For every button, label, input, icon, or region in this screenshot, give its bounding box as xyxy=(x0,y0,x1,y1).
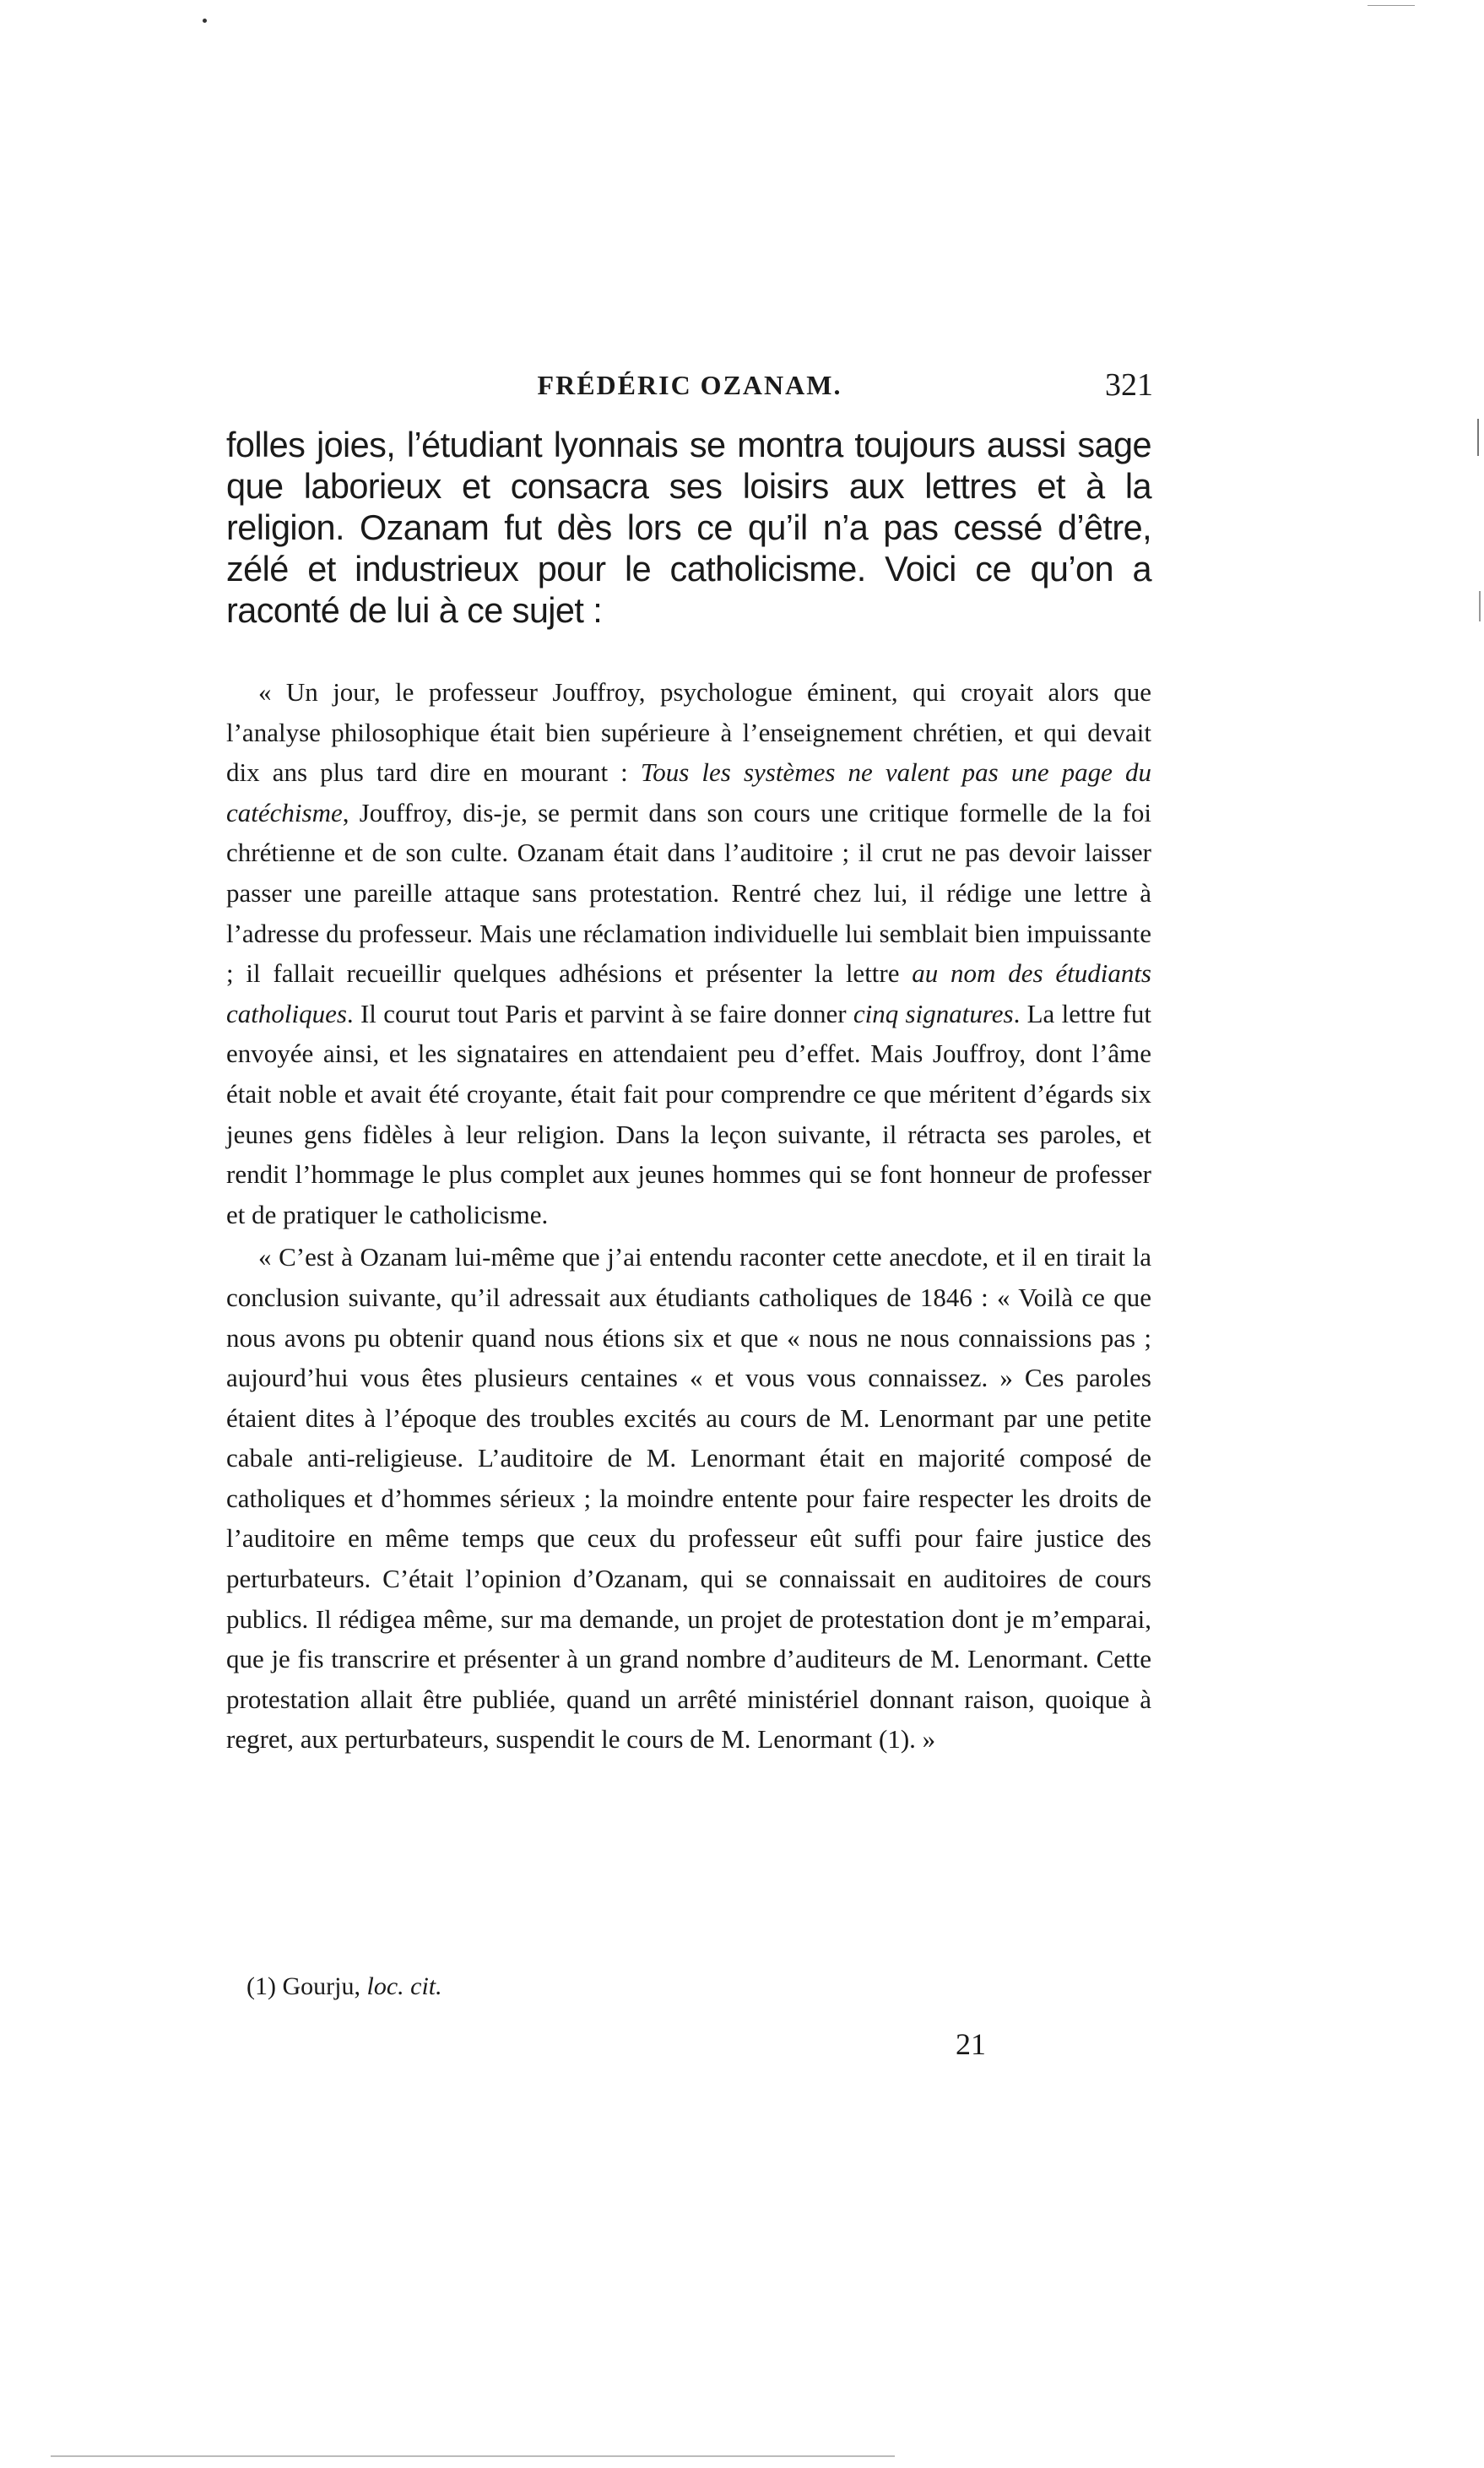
quote-text: . Il courut tout Paris et parvint à se faire donner xyxy=(346,998,853,1028)
footnote-italic: loc. cit. xyxy=(366,1972,442,2000)
margin-mark xyxy=(1477,419,1479,456)
running-header xyxy=(226,367,1153,420)
quote-italic-text: Tous les systèmes ne valent pas une page du catéchisme xyxy=(226,757,1152,827)
quoted-passage xyxy=(226,672,1151,1760)
quote-text: « Un jour, le professeur Jouffroy, psychologue éminent, qui croyait alors que l’analyse philosophique était bien supérieure à l’enseignement chrétien, et qui devait dix ans plus tard dire en mourant : xyxy=(226,677,1151,788)
page-number: 321 xyxy=(1105,367,1153,403)
quote-text: . La lettre fut envoyée ainsi, et les signataires en attendaient peu d’effet. Mais Jouffroy, dont l’âme était noble et avait été croyante, était fait pour comprendre ce que méritent d’égards six jeunes gens fidèles à leur religion. Dans la leçon suivante, il rétracta ses paroles, et rendit l’hommage le plus complet aux jeunes hommes qui se font honneur de professer et de pratiquer le catholicisme. xyxy=(226,998,1152,1229)
quote-paragraph-2: « C’est à Ozanam lui-même que j’ai entendu raconter cette anecdote, et il en tirait la conclusion suivante, qu’il adressait aux étudiants catholiques de 1846 : « Voilà ce que nous avons pu obtenir quand nous étions six et que « nous ne nous connaissions pas ; aujourd’hui vous êtes plusieurs centaines « et vous vous connaissez. » Ces paroles étaient dites à l’époque des troubles excités au cours de M. Lenormant par une petite cabale anti-religieuse. L’auditoire de M. Lenormant était en majorité composé de catholiques et d’hommes sérieux ; la moindre entente pour faire respecter les droits de l’auditoire en même temps que ceux du professeur eût suffi pour faire justice des perturbateurs. C’était l’opinion d’Ozanam, qui se connaissait en auditoires de cours publics. Il rédigea même, sur ma demande, un projet de protestation dont je m’emparai, que je fis transcrire et présenter à un grand nombre d’auditeurs de M. Lenormant. Cette protestation allait être publiée, quand un arrêté ministériel donnant raison, quoique à regret, aux perturbateurs, suspendit le cours de M. Lenormant (1). » xyxy=(226,1242,1151,1755)
ink-speck xyxy=(203,19,207,23)
quote-italic-text: au nom des étudiants catholiques xyxy=(226,958,1151,1028)
quote-paragraph-1 xyxy=(226,672,1151,1234)
intro-text: folles joies, l’étudiant lyonnais se montra toujours aussi sage que laborieux et consacra ses loisirs aux lettres et à la religion. Ozanam fut dès lors ce qu’il n’a pas cessé d’être, zélé et industrieux pour le catholicisme. Voici ce qu’on a raconté de lui à ce sujet : xyxy=(226,425,1151,630)
signature-mark: 21 xyxy=(956,2027,986,2061)
footnote-text: (1) Gourju, xyxy=(246,1972,367,2000)
footnote xyxy=(246,1972,442,2001)
quote-italic-text: cinq signatures xyxy=(853,998,1014,1028)
top-edge-line xyxy=(1368,5,1415,6)
bottom-edge-line xyxy=(51,2455,895,2457)
quote-text: , Jouffroy, dis-je, se permit dans son cours une critique formelle de la foi chrétienne et de son culte. Ozanam était dans l’auditoire ; il crut ne pas devoir laisser passer une pareille attaque sans protestation. Rentré chez lui, il rédige une lettre à l’adresse du professeur. Mais une réclamation individuelle lui semblait bien impuissante ; il fallait recueillir quelques adhésions et présenter la lettre xyxy=(226,797,1151,989)
intro-paragraph xyxy=(226,424,1151,631)
running-title: FRÉDÉRIC OZANAM. xyxy=(537,370,842,400)
margin-mark xyxy=(1479,591,1481,621)
